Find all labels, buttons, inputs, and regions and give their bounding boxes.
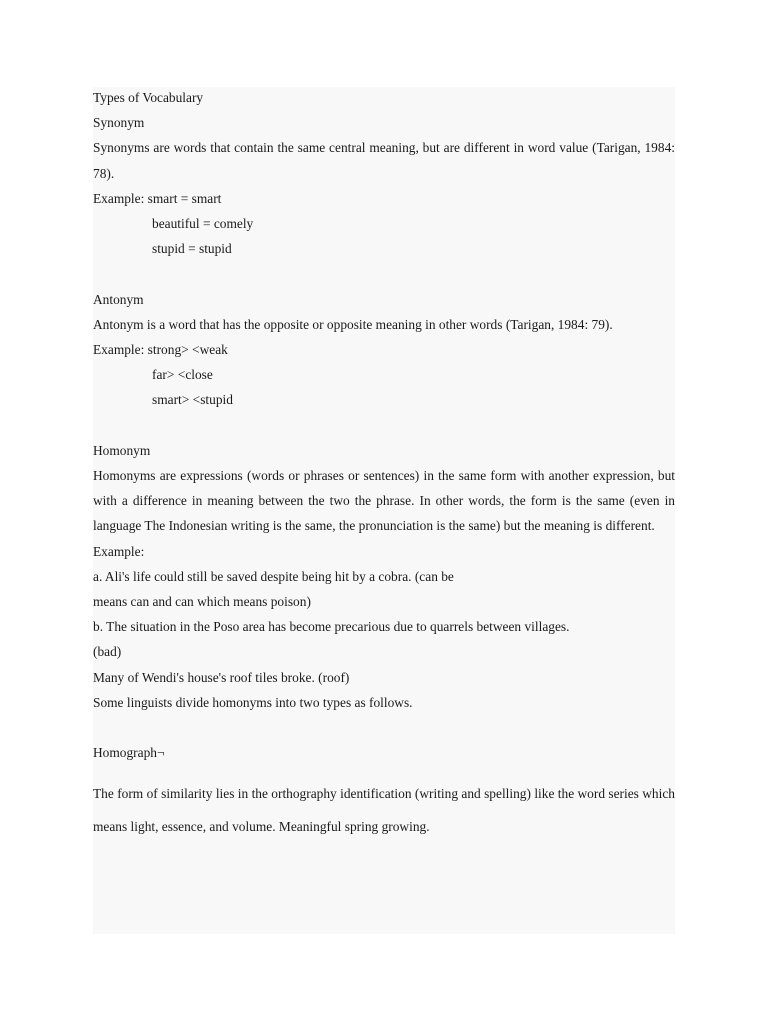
homonym-example-line: a. Ali's life could still be saved despite being hit by a cobra. (can be [93, 568, 454, 584]
document-title: Types of Vocabulary [93, 90, 204, 105]
homonym-example-line: Many of Wendi's house's roof tiles broke. (roof) [93, 669, 350, 685]
homonym-example-line: (bad) [93, 644, 122, 660]
synonym-definition: Synonyms are words that contain the same central meaning, but are different in word value (Tarigan, 1984: 78). [93, 140, 675, 181]
antonym-example-line: far> <close [152, 367, 213, 383]
homonym-definition: Homonyms are expressions (words or phrases or sentences) in the same form with another expression, but with a difference in meaning between the two the phrase. In other words, the form is the same (even in language The Indonesian writing is the same, the pronunciation is the same) but the meaning is different. [93, 468, 675, 534]
spacer [93, 765, 675, 777]
spacer [93, 715, 675, 740]
homonym-heading: Homonym [93, 442, 151, 458]
synonym-example-first: Example: smart = smart [93, 190, 222, 206]
homograph-definition: The form of similarity lies in the orthography identification (writing and spelling) like the word series which means light, essence, and volume. Meaningful spring growing. [93, 786, 675, 835]
synonym-heading: Synonym [93, 115, 145, 131]
homonym-summary: Some linguists divide homonyms into two types as follows. [93, 694, 413, 710]
synonym-example-line: beautiful = comely [152, 216, 254, 232]
homonym-example-line: b. The situation in the Poso area has become precarious due to quarrels between villages. [93, 619, 570, 635]
document-body [93, 85, 675, 843]
antonym-example-line: smart> <stupid [152, 392, 233, 408]
antonym-heading: Antonym [93, 291, 144, 307]
antonym-definition: Antonym is a word that has the opposite or opposite meaning in other words (Tarigan, 1984: 79). [93, 316, 613, 332]
antonym-example-first: Example: strong> <weak [93, 342, 228, 358]
spacer [93, 261, 675, 286]
homonym-example-line: means can and can which means poison) [93, 594, 311, 610]
homograph-heading: Homograph¬ [93, 745, 165, 761]
spacer [93, 413, 675, 438]
homonym-example-label: Example: [93, 543, 145, 559]
synonym-example-line: stupid = stupid [152, 241, 232, 257]
